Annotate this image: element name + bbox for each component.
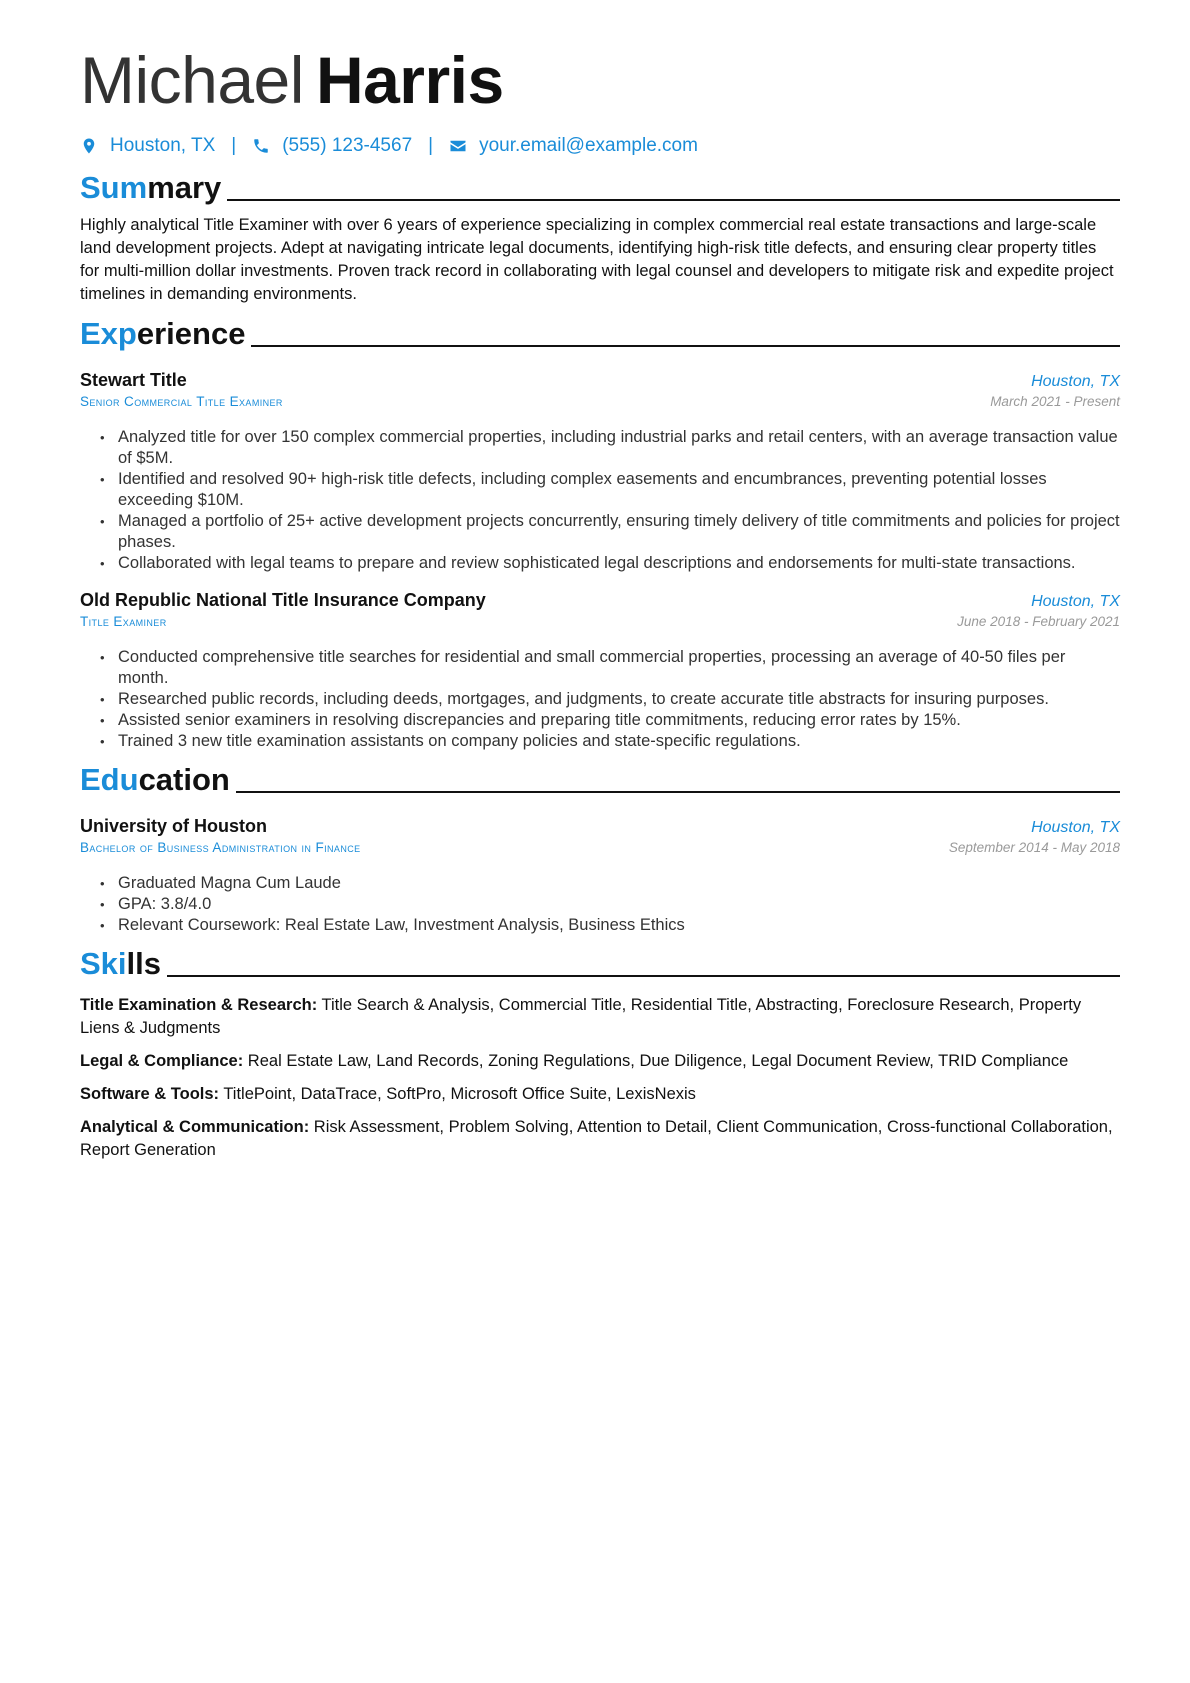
phone-item[interactable] — [252, 135, 412, 157]
section-header — [80, 168, 1120, 208]
bullet-item: • Managed a portfolio of 25+ active development projects concurrently, ensuring timely delivery of title commitments and policies for project phases. — [100, 511, 1120, 553]
skill-group-label: Analytical & Communication: — [80, 1118, 310, 1136]
section-header — [80, 314, 1120, 354]
skill-group-items: TitlePoint, DataTrace, SoftPro, Microsoft Office Suite, LexisNexis — [223, 1085, 696, 1103]
resume-page — [80, 40, 1120, 1172]
skill-group-items: Risk Assessment, Problem Solving, Attention to Detail, Client Communication, Cross-functional Collaboration, Report Generation — [80, 1118, 1113, 1159]
skill-group — [80, 994, 1120, 1040]
education-entry — [80, 814, 1120, 936]
email-link: your.email@example.com — [479, 135, 698, 156]
envelope-icon — [449, 136, 467, 156]
section-rule — [167, 975, 1120, 977]
education-bullets — [80, 873, 1120, 936]
separator: | — [231, 135, 237, 156]
bullet-item: • Conducted comprehensive title searches for residential and small commercial properties, processing an average of 40-50 files per month. — [100, 647, 1120, 689]
section-title-rest: cation — [138, 762, 230, 797]
section-header — [80, 944, 1120, 984]
phone-icon — [252, 136, 270, 156]
map-pin-icon — [80, 136, 98, 156]
last-name: Harris — [315, 43, 504, 117]
skill-group — [80, 1050, 1120, 1073]
job-entry — [80, 588, 1120, 752]
skill-group-label: Software & Tools: — [80, 1085, 220, 1103]
school-name: University of Houston — [80, 816, 268, 836]
first-name: Michael — [80, 43, 304, 117]
bullet-item: • Assisted senior examiners in resolving discrepancies and preparing title commitments, reducing error rates by 15%. — [100, 710, 1120, 731]
education-section — [80, 760, 1120, 936]
phone-text: (555) 123-4567 — [282, 135, 413, 156]
job-location: Houston, TX — [1031, 593, 1120, 610]
section-title-rest: erience — [136, 316, 246, 351]
job-title: Senior Commercial Title Examiner — [80, 394, 283, 409]
bullet-item: • Identified and resolved 90+ high-risk title defects, including complex easements and encumbrances, preventing potential losses exceeding $10M. — [100, 469, 1120, 511]
skills-list — [80, 994, 1120, 1162]
job-title: Title Examiner — [80, 614, 167, 629]
bullet-item: • Trained 3 new title examination assistants on company policies and state-specific regulations. — [100, 731, 1120, 752]
candidate-name — [80, 40, 1120, 120]
bullet-item: • Collaborated with legal teams to prepare and review sophisticated legal descriptions and endorsements for multi-state transactions. — [100, 553, 1120, 574]
job-dates: March 2021 - Present — [990, 394, 1120, 409]
section-title-rest: lls — [126, 946, 161, 981]
summary-text: Highly analytical Title Examiner with over 6 years of experience specializing in complex commercial real estate transactions and large-scale land development projects. Adept at navigating intricate legal documents, identifying high-risk title defects, and ensuring clear property titles for multi-million dollar investments. Proven track record in collaborating with legal counsel and developers to mitigate risk and expedite project timelines in demanding environments. — [80, 216, 1114, 303]
bullet-item: • Graduated Magna Cum Laude — [100, 873, 1120, 894]
degree: Bachelor of Business Administration in Finance — [80, 840, 361, 855]
section-title — [80, 944, 161, 984]
separator: | — [428, 135, 434, 156]
section-title-accent: Edu — [80, 762, 139, 797]
experience-section — [80, 314, 1120, 752]
bullet-item: • GPA: 3.8/4.0 — [100, 894, 1120, 915]
job-bullets — [80, 427, 1120, 574]
section-title — [80, 168, 221, 208]
skill-group — [80, 1116, 1120, 1162]
skill-group-items: Title Search & Analysis, Commercial Title, Residential Title, Abstracting, Foreclosure Research, Property Liens & Judgments — [80, 996, 1082, 1037]
section-rule — [236, 791, 1120, 793]
email-item[interactable] — [449, 135, 698, 157]
skill-group-label: Legal & Compliance: — [80, 1052, 244, 1070]
section-title-rest: mary — [147, 170, 222, 205]
section-title-accent: Sum — [80, 170, 148, 205]
section-header — [80, 760, 1120, 800]
section-title — [80, 760, 230, 800]
skill-group — [80, 1083, 1120, 1106]
company-name: Stewart Title — [80, 370, 187, 390]
bullet-item: • Researched public records, including deeds, mortgages, and judgments, to create accurate title abstracts for insuring purposes. — [100, 689, 1120, 710]
job-dates: June 2018 - February 2021 — [957, 614, 1120, 629]
skills-section — [80, 944, 1120, 1162]
school-location: Houston, TX — [1031, 819, 1120, 836]
bullet-item: • Analyzed title for over 150 complex commercial properties, including industrial parks and retail centers, with an average transaction value of $5M. — [100, 427, 1120, 469]
location-item — [80, 135, 215, 157]
job-location: Houston, TX — [1031, 373, 1120, 390]
education-dates: September 2014 - May 2018 — [948, 840, 1120, 855]
section-title — [80, 314, 245, 354]
skill-group-label: Title Examination & Research: — [80, 996, 318, 1014]
section-title-accent: Ski — [80, 946, 127, 981]
company-name: Old Republic National Title Insurance Company — [80, 590, 486, 610]
job-bullets — [80, 647, 1120, 752]
section-rule — [251, 345, 1120, 347]
section-title-accent: Exp — [80, 316, 137, 351]
job-entry — [80, 368, 1120, 574]
contact-line — [80, 132, 1120, 160]
summary-section — [80, 168, 1120, 306]
bullet-item: • Relevant Coursework: Real Estate Law, Investment Analysis, Business Ethics — [100, 915, 1120, 936]
section-rule — [227, 199, 1120, 201]
skill-group-items: Real Estate Law, Land Records, Zoning Regulations, Due Diligence, Legal Document Review, TRID Compliance — [247, 1052, 1069, 1070]
location-text: Houston, TX — [110, 135, 216, 156]
